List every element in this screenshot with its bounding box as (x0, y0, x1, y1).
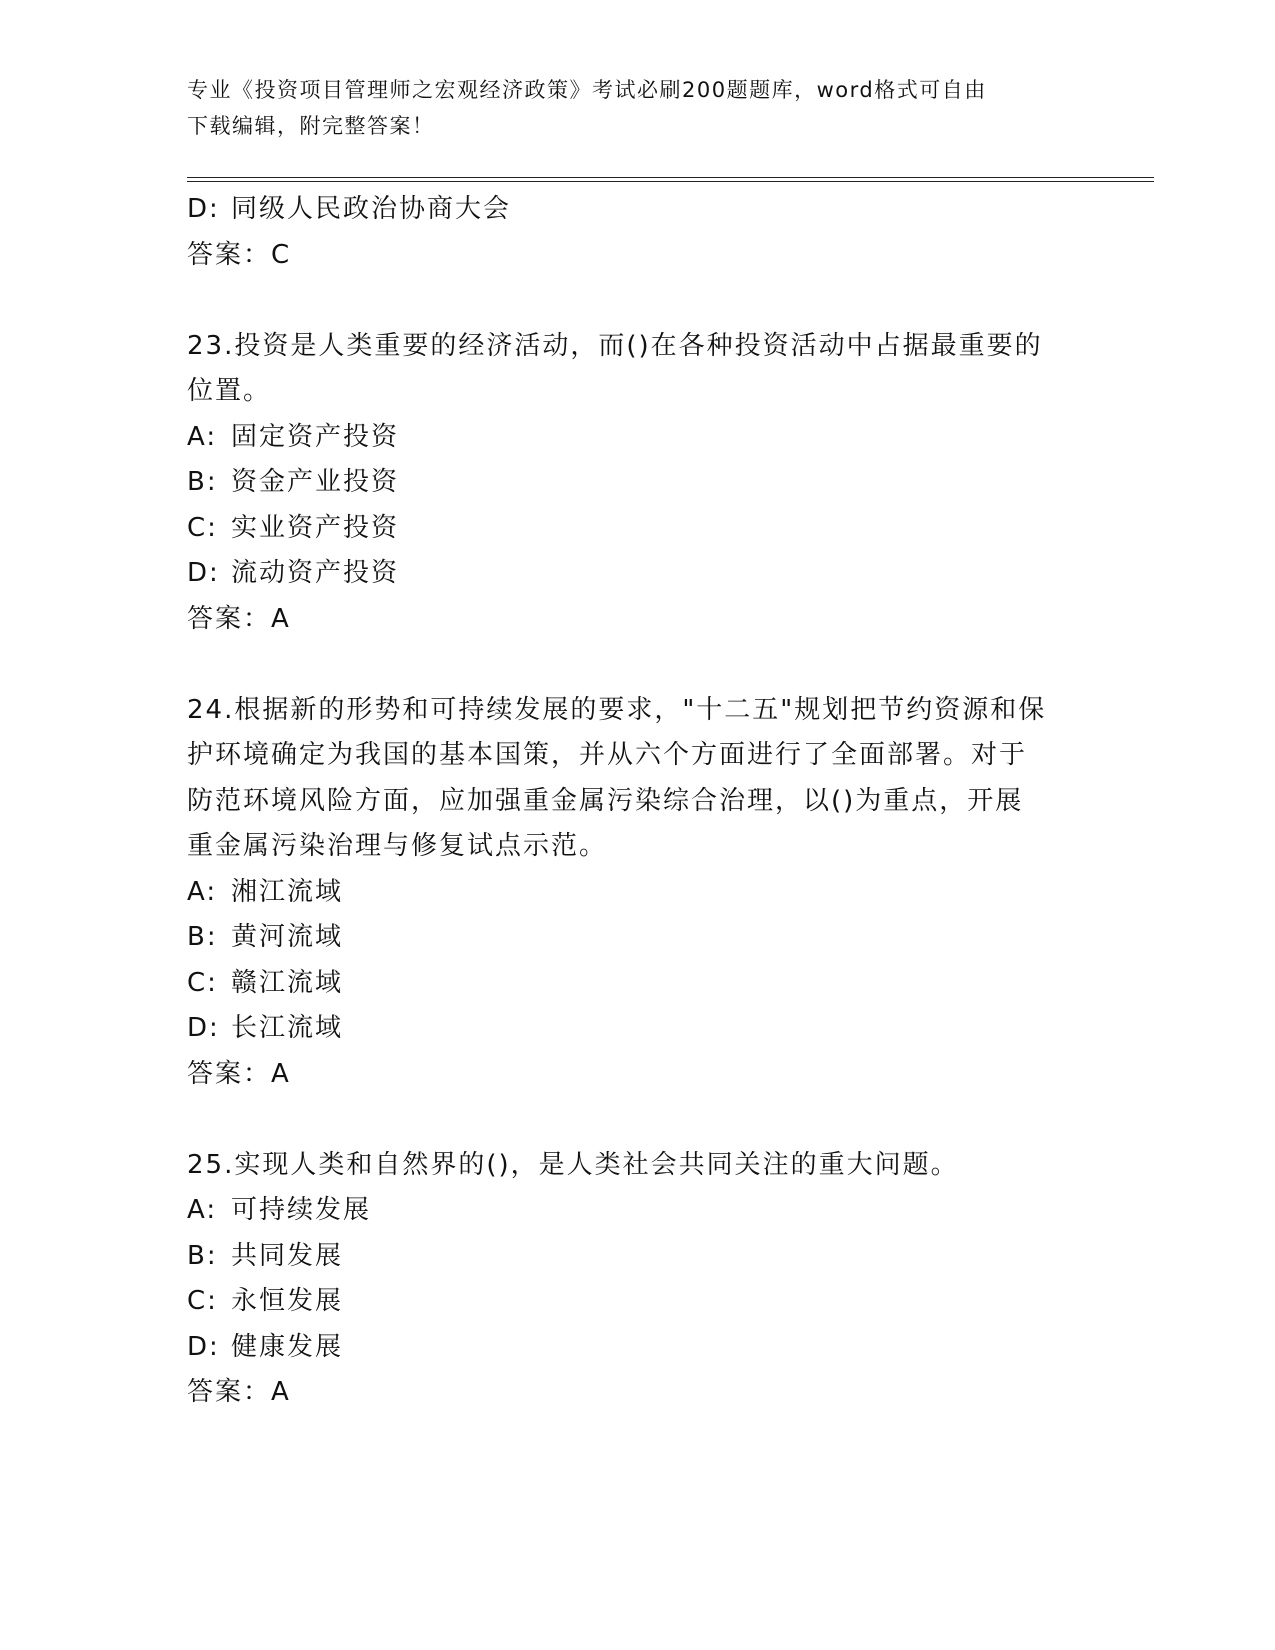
option-label: B: (187, 922, 218, 952)
option-label: A: (187, 1195, 218, 1225)
option-c (187, 961, 1087, 1007)
option-text: 流动资产投资 (231, 558, 400, 588)
option-text: 永恒发展 (231, 1286, 344, 1316)
option-a (187, 415, 1087, 461)
option-a (187, 1188, 1087, 1234)
option-b (187, 1234, 1087, 1280)
option-text: 长江流域 (231, 1013, 344, 1043)
option-a (187, 870, 1087, 916)
question-text-line: 位置。 (187, 376, 272, 406)
option-text: 湘江流域 (231, 876, 344, 907)
option-label: C: (187, 512, 218, 543)
question-23 (187, 324, 1087, 643)
option-label: D: (187, 194, 220, 224)
option-text: 资金产业投资 (231, 467, 400, 497)
option-text: 固定资产投资 (231, 421, 400, 452)
option-text: 健康发展 (231, 1331, 344, 1362)
answer: 答案：A (187, 1377, 291, 1407)
option-c (187, 506, 1087, 552)
question-text-line: 重金属污染治理与修复试点示范。 (187, 831, 608, 861)
question-text-line: 防范环境风险方面，应加强重金属污染综合治理，以()为重点，开展 (187, 785, 1024, 816)
page-header (187, 72, 1087, 144)
option-text: 实业资产投资 (231, 512, 400, 543)
option-label: C: (187, 1286, 218, 1316)
question-24 (187, 688, 1087, 1098)
question-25 (187, 1143, 1087, 1416)
answer: 答案：A (187, 603, 291, 634)
option-label: B: (187, 467, 218, 497)
header-line-2: 下载编辑，附完整答案！ (187, 114, 435, 138)
option-b (187, 460, 1087, 506)
option-label: D: (187, 1013, 220, 1043)
question-text-line: 24.根据新的形势和可持续发展的要求，"十二五"规划把节约资源和保 (187, 694, 1047, 725)
question-text-line: 25.实现人类和自然界的()，是人类社会共同关注的重大问题。 (187, 1149, 959, 1180)
option-d (187, 187, 1087, 233)
option-d (187, 1325, 1087, 1371)
option-label: B: (187, 1240, 218, 1271)
option-label: A: (187, 876, 218, 907)
question-text-line: 23.投资是人类重要的经济活动，而()在各种投资活动中占据最重要的 (187, 330, 1043, 361)
option-text: 赣江流域 (231, 967, 344, 998)
option-text: 同级人民政治协商大会 (231, 194, 512, 224)
answer: 答案：C (187, 239, 292, 270)
option-text: 黄河流域 (231, 922, 344, 952)
question-text-line: 护环境确定为我国的基本国策，并从六个方面进行了全面部署。对于 (187, 740, 1028, 770)
option-label: A: (187, 421, 218, 452)
option-text: 共同发展 (231, 1240, 344, 1271)
spacer (187, 642, 1087, 688)
header-line-1: 专业《投资项目管理师之宏观经济政策》考试必刷200题题库，word格式可自由 (187, 78, 987, 102)
option-c (187, 1279, 1087, 1325)
spacer (187, 278, 1087, 324)
question-content (187, 187, 1087, 1416)
option-d (187, 551, 1087, 597)
answer: 答案：A (187, 1058, 291, 1089)
option-label: D: (187, 558, 220, 588)
option-label: D: (187, 1331, 220, 1362)
spacer (187, 1097, 1087, 1143)
option-label: C: (187, 967, 218, 998)
header-divider (187, 177, 1154, 182)
option-b (187, 915, 1087, 961)
option-text: 可持续发展 (231, 1195, 372, 1225)
option-d (187, 1006, 1087, 1052)
